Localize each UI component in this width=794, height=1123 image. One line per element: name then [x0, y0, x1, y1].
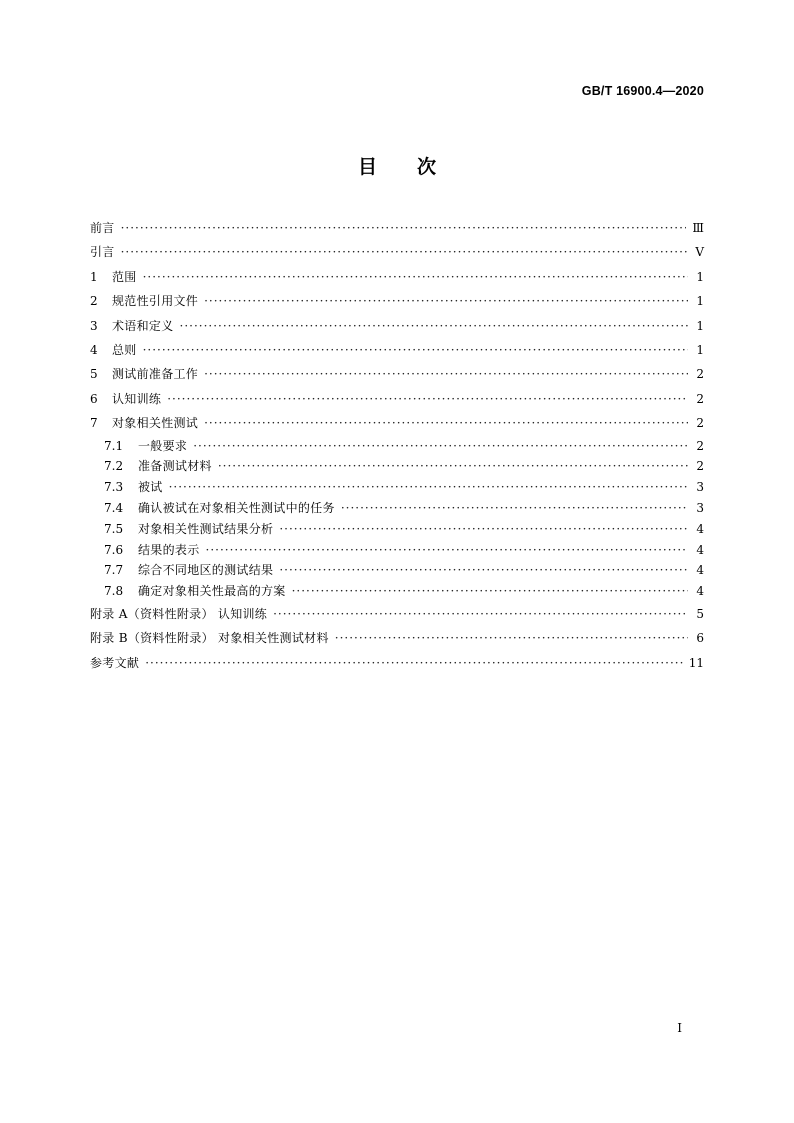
toc-entry-title: 确认被试在对象相关性测试中的任务: [138, 500, 335, 515]
toc-dot-leader: [204, 289, 688, 313]
toc-entry[interactable]: [90, 651, 704, 675]
toc-entry-page: 11: [688, 655, 704, 670]
toc-entry[interactable]: [90, 362, 704, 386]
toc-entry-page: 1: [696, 342, 704, 357]
toc-entry-number: 5: [90, 367, 98, 382]
toc-entry[interactable]: [90, 216, 704, 240]
toc-entry-page: 3: [696, 480, 704, 495]
toc-entry-title: 总则: [112, 342, 137, 357]
toc-entry-title: 综合不同地区的测试结果: [138, 563, 274, 578]
toc-entry-title: 测试前准备工作: [112, 367, 199, 382]
toc-entry-number: 7.6: [104, 542, 124, 557]
toc-entry-number: 7.7: [104, 563, 124, 578]
toc-entry-page: 3: [696, 500, 704, 515]
page-number: Ⅰ: [677, 1021, 682, 1035]
toc-entry-page: 6: [696, 631, 704, 646]
table-of-contents: [90, 216, 704, 675]
toc-entry-title: 附录 A（资料性附录） 认知训练: [90, 606, 268, 621]
toc-dot-leader: [121, 216, 687, 240]
toc-dot-leader: [193, 436, 688, 457]
toc-entry-number: 2: [90, 294, 98, 309]
toc-entry[interactable]: [90, 519, 704, 540]
toc-entry[interactable]: [90, 626, 704, 650]
toc-dot-leader: [121, 240, 688, 264]
toc-dot-leader: [145, 651, 683, 675]
toc-dot-leader: [169, 477, 688, 498]
toc-dot-leader: [167, 387, 688, 411]
toc-entry-title: 对象相关性测试: [112, 416, 199, 431]
toc-entry-page: Ⅴ: [695, 245, 704, 260]
toc-entry-number: 6: [90, 391, 98, 406]
toc-entry[interactable]: [90, 436, 704, 457]
toc-entry-title: 参考文献: [90, 655, 140, 670]
toc-entry[interactable]: [90, 540, 704, 561]
toc-entry-page: 4: [696, 542, 704, 557]
toc-entry-page: 2: [696, 367, 704, 382]
toc-entry-page: 2: [696, 459, 704, 474]
toc-entry-title: 准备测试材料: [138, 459, 212, 474]
toc-dot-leader: [341, 498, 688, 519]
toc-entry-title: 前言: [90, 221, 115, 235]
toc-entry-page: 1: [696, 318, 704, 333]
toc-dot-leader: [292, 581, 688, 602]
toc-entry-page: 2: [696, 391, 704, 406]
toc-entry-number: 7.3: [104, 480, 124, 495]
toc-entry[interactable]: [90, 289, 704, 313]
toc-entry-number: 7.4: [104, 500, 124, 515]
toc-entry[interactable]: [90, 411, 704, 435]
toc-dot-leader: [180, 314, 688, 338]
toc-entry-number: 7.8: [104, 584, 124, 599]
toc-entry-page: 4: [696, 563, 704, 578]
toc-dot-leader: [143, 265, 688, 289]
toc-entry-number: 7.2: [104, 459, 124, 474]
toc-entry-page: 1: [696, 294, 704, 309]
toc-entry[interactable]: [90, 338, 704, 362]
toc-dot-leader: [279, 519, 688, 540]
toc-entry[interactable]: [90, 477, 704, 498]
toc-entry-title: 一般要求: [138, 438, 188, 453]
toc-entry-number: 1: [90, 269, 98, 284]
page-title: 目次: [357, 156, 476, 178]
toc-entry[interactable]: [90, 560, 704, 581]
toc-entry[interactable]: [90, 314, 704, 338]
toc-dot-leader: [218, 456, 688, 477]
standard-code: GB/T 16900.4—2020: [581, 84, 704, 98]
toc-entry[interactable]: [90, 456, 704, 477]
toc-entry-page: Ⅲ: [692, 221, 704, 235]
toc-entry-page: 1: [696, 269, 704, 284]
toc-dot-leader: [143, 338, 688, 362]
toc-dot-leader: [279, 560, 688, 581]
toc-entry[interactable]: [90, 602, 704, 626]
toc-entry-number: 4: [90, 342, 98, 357]
toc-entry-title: 确定对象相关性最高的方案: [138, 584, 286, 599]
toc-entry-title: 术语和定义: [112, 318, 174, 333]
toc-entry-title: 规范性引用文件: [112, 294, 199, 309]
toc-entry-number: 7: [90, 416, 98, 431]
toc-entry-title: 被试: [138, 480, 163, 495]
toc-entry-page: 2: [696, 438, 704, 453]
toc-entry-page: 5: [696, 606, 704, 621]
toc-entry-number: 7.5: [104, 521, 124, 536]
toc-entry-title: 范围: [112, 269, 137, 284]
toc-entry-number: 7.1: [104, 438, 124, 453]
toc-entry-page: 4: [696, 584, 704, 599]
toc-dot-leader: [206, 540, 688, 561]
toc-entry[interactable]: [90, 265, 704, 289]
toc-entry-title: 对象相关性测试结果分析: [138, 521, 274, 536]
toc-entry-title: 认知训练: [112, 391, 162, 406]
toc-entry-title: 引言: [90, 245, 115, 260]
toc-entry-page: 2: [696, 416, 704, 431]
toc-dot-leader: [204, 362, 688, 386]
toc-dot-leader: [273, 602, 688, 626]
toc-entry[interactable]: [90, 498, 704, 519]
toc-dot-leader: [335, 626, 688, 650]
toc-entry-title: 附录 B（资料性附录） 对象相关性测试材料: [90, 631, 329, 646]
toc-entry-number: 3: [90, 318, 98, 333]
toc-entry[interactable]: [90, 581, 704, 602]
toc-dot-leader: [204, 411, 688, 435]
toc-entry[interactable]: [90, 240, 704, 264]
toc-entry[interactable]: [90, 387, 704, 411]
toc-entry-title: 结果的表示: [138, 542, 200, 557]
toc-entry-page: 4: [696, 521, 704, 536]
